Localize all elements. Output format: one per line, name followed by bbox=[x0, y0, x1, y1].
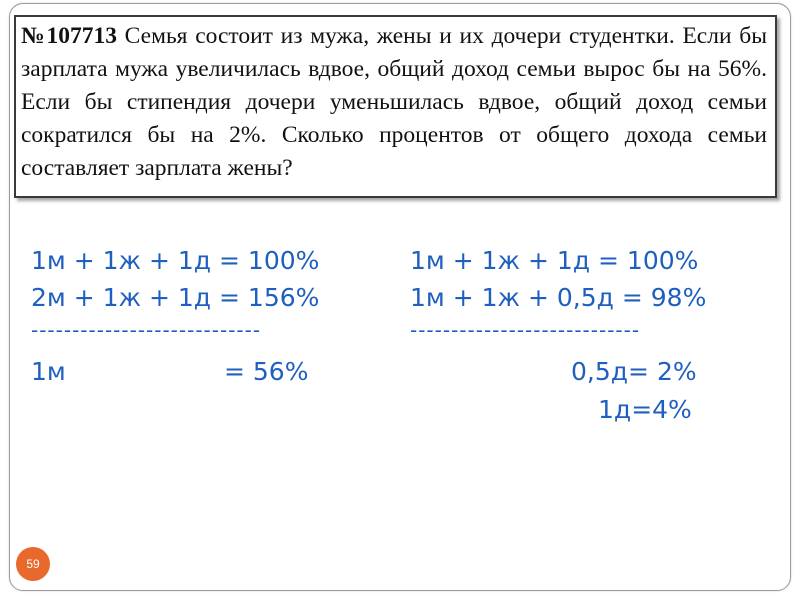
left-divider: ---------------------------- bbox=[31, 318, 262, 342]
left-equation-2: 2м + 1ж + 1д = 156% bbox=[31, 283, 320, 312]
problem-statement bbox=[21, 20, 767, 185]
left-result-label: 1м bbox=[31, 357, 66, 386]
page-number-badge: 59 bbox=[16, 547, 50, 581]
right-equation-1: 1м + 1ж + 1д = 100% bbox=[410, 246, 699, 275]
left-result-value: = 56% bbox=[224, 357, 309, 386]
problem-text: Семья состоит из мужа, жены и их дочери студентки. Если бы зарплата мужа увеличилась вдвое, общий доход семьи вырос бы на 56%. Если бы стипендия дочери уменьшилась вдвое, общий доход семьи сократился бы на 2%. Сколько процентов от общего дохода семьи составляет зарплата жены? bbox=[21, 23, 767, 181]
right-equation-2: 1м + 1ж + 0,5д = 98% bbox=[410, 283, 707, 312]
right-divider: ---------------------------- bbox=[410, 318, 641, 342]
left-equation-1: 1м + 1ж + 1д = 100% bbox=[31, 246, 320, 275]
right-result-2: 1д=4% bbox=[598, 395, 692, 424]
right-result-1: 0,5д= 2% bbox=[571, 357, 697, 386]
problem-id: №107713 bbox=[21, 23, 117, 49]
